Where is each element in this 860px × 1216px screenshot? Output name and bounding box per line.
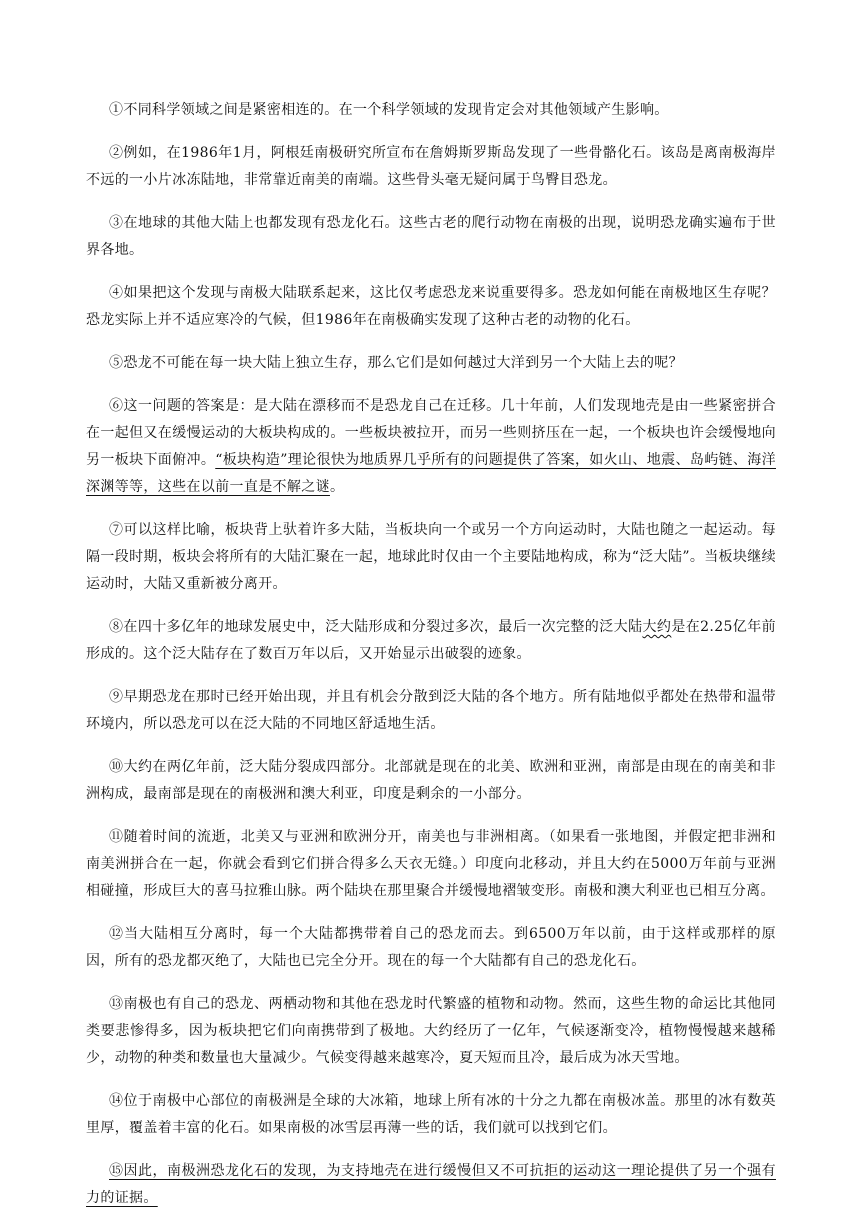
wavy-marked-word: 大约: [642, 619, 672, 635]
paragraph-8-rest: 是在2.25亿年前形成的。这个泛大陆存在了数百万年以后，又开始显示出破裂的迹象。: [86, 619, 776, 662]
paragraph-6: [86, 393, 776, 501]
paragraph-1: ①不同科学领域之间是紧密相连的。在一个科学领域的发现肯定会对其他领域产生影响。: [109, 102, 669, 118]
paragraph-5: ⑤恐龙不可能在每一块大陆上独立生存，那么它们是如何越过大洋到另一个大陆上去的呢？: [109, 355, 683, 371]
paragraph-3: ③在地球的其他大陆上也都发现有恐龙化石。这些古老的爬行动物在南极的出现，说明恐龙确实遍布于世界各地。: [86, 215, 776, 258]
paragraph-11: ⑪随着时间的流逝，北美又与亚洲和欧洲分开，南美也与非洲相离。（如果看一张地图，并假定把非洲和南美洲拼合在一起，你就会看到它们拼合得多么天衣无缝。）印度向北移动，并且大约在5000万年前与亚洲相碰撞，形成巨大的喜马拉雅山脉。两个陆块在那里聚合并缓慢地褶皱变形。南极和澳大利亚也已相互分离。: [86, 829, 776, 899]
paragraph-8: [86, 614, 776, 668]
paragraph-6-text: ⑥这一问题的答案是：是大陆在漂移而不是恐龙自己在迁移。几十年前，人们发现地壳是由一些紧密拼合在一起但又在缓慢运动的大板块构成的。一些板块被拉开，而另一些则挤压在一起，一个板块也许会缓慢地向另一板块下面俯冲。: [86, 398, 776, 468]
paragraph-7: ⑦可以这样比喻，板块背上驮着许多大陆，当板块向一个或另一个方向运动时，大陆也随之一起运动。每隔一段时期，板块会将所有的大陆汇聚在一起，地球此时仅由一个主要陆地构成，称为“泛大陆”。当板块继续运动时，大陆又重新被分离开。: [86, 522, 776, 592]
paragraph-13: ⑬南极也有自己的恐龙、两栖动物和其他在恐龙时代繁盛的植物和动物。然而，这些生物的命运比其他同类要悲惨得多，因为板块把它们向南携带到了极地。大约经历了一亿年，气候逐渐变冷，植物慢慢越来越稀少，动物的种类和数量也大量减少。气候变得越来越寒冷，夏天短而且冷，最后成为冰天雪地。: [86, 996, 776, 1066]
paragraph-9: ⑨早期恐龙在那时已经开始出现，并且有机会分散到泛大陆的各个地方。所有陆地似乎都处在热带和温带环境内，所以恐龙可以在泛大陆的不同地区舒适地生活。: [86, 689, 776, 732]
underlined-sentence: “板块构造”理论很快为地质界几乎所有的问题提供了答案，如火山、地震、岛屿链、海洋深渊等等，这些在以前一直是不解之谜: [86, 452, 776, 495]
paragraph-4: ④如果把这个发现与南极大陆联系起来，这比仅考虑恐龙来说重要得多。恐龙如何能在南极地区生存呢？恐龙实际上并不适应寒冷的气候，但1986年在南极确实发现了这种古老的动物的化石。: [86, 285, 776, 328]
paragraph-12: ⑫当大陆相互分离时，每一个大陆都携带着自己的恐龙而去。到6500万年以前，由于这样或那样的原因，所有的恐龙都灭绝了，大陆也已完全分开。现在的每一个大陆都有自己的恐龙化石。: [86, 926, 776, 969]
underlined-conclusion: ⑮因此，南极洲恐龙化石的发现，为支持地壳在进行缓慢但又不可抗拒的运动这一理论提供了另一个强有力的证据。: [86, 1163, 776, 1206]
article-body: [86, 97, 776, 1212]
paragraph-15: [86, 1158, 776, 1212]
paragraph-8-text: ⑧在四十多亿年的地球发展史中，泛大陆形成和分裂过多次，最后一次完整的泛大陆: [109, 619, 643, 635]
paragraph-6-end: 。: [329, 479, 345, 495]
paragraph-14: ⑭位于南极中心部位的南极洲是全球的大冰箱，地球上所有冰的十分之九都在南极冰盖。那里的冰有数英里厚，覆盖着丰富的化石。如果南极的冰雪层再薄一些的话，我们就可以找到它们。: [86, 1093, 776, 1136]
paragraph-2: ②例如，在1986年1月，阿根廷南极研究所宣布在詹姆斯罗斯岛发现了一些骨骼化石。该岛是离南极海岸不远的一小片冰冻陆地，非常靠近南美的南端。这些骨头毫无疑问属于鸟臀目恐龙。: [86, 145, 776, 188]
paragraph-10: ⑩大约在两亿年前，泛大陆分裂成四部分。北部就是现在的北美、欧洲和亚洲，南部是由现在的南美和非洲构成，最南部是现在的南极洲和澳大利亚，印度是剩余的一小部分。: [86, 759, 776, 802]
